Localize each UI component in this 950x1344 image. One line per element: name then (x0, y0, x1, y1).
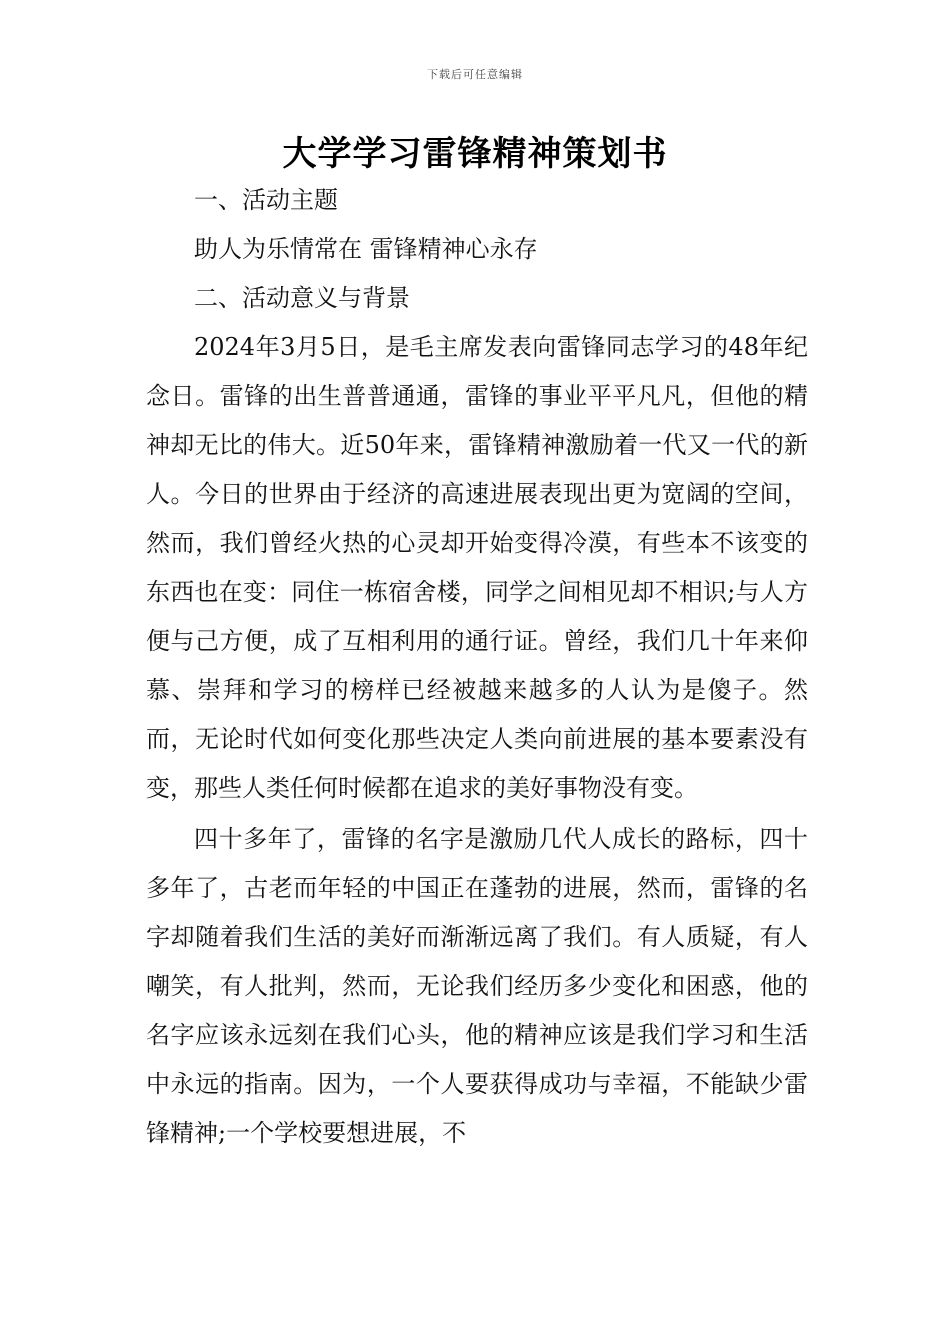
header-note: 下载后可任意编辑 (427, 68, 523, 81)
theme-line: 助人为乐情常在 雷锋精神心永存 (194, 235, 538, 263)
paragraph-2: 四十多年了，雷锋的名字是激励几代人成长的路标，四十多年了，古老而年轻的中国正在蓬勃的进展，然而，雷锋的名字却随着我们生活的美好而渐渐远离了我们。有人质疑，有人嘲笑，有人批判，然而，无论我们经历多少变化和困惑，他的名字应该永远刻在我们心头，他的精神应该是我们学习和生活中永远的指南。因为，一个人要获得成功与幸福，不能缺少雷锋精神;一个学校要想进展，不 (146, 825, 808, 1147)
paragraph-1: 2024年3月5日，是毛主席发表向雷锋同志学习的48年纪念日。雷锋的出生普普通通，雷锋的事业平平凡凡，但他的精神却无比的伟大。近50年来，雷锋精神激励着一代又一代的新人。今日的世界由于经济的高速进展表现出更为宽阔的空间，然而，我们曾经火热的心灵却开始变得冷漠，有些本不该变的东西也在变：同住一栋宿舍楼，同学之间相见却不相识;与人方便与己方便，成了互相利用的通行证。曾经，我们几十年来仰慕、崇拜和学习的榜样已经被越来越多的人认为是傻子。然而，无论时代如何变化那些决定人类向前进展的基本要素没有变，那些人类任何时候都在追求的美好事物没有变。 (146, 333, 808, 802)
document-title: 大学学习雷锋精神策划书 (282, 134, 668, 174)
section-heading-theme: 一、活动主题 (194, 186, 338, 214)
section-heading-background: 二、活动意义与背景 (194, 284, 410, 312)
document-body (146, 176, 808, 1158)
